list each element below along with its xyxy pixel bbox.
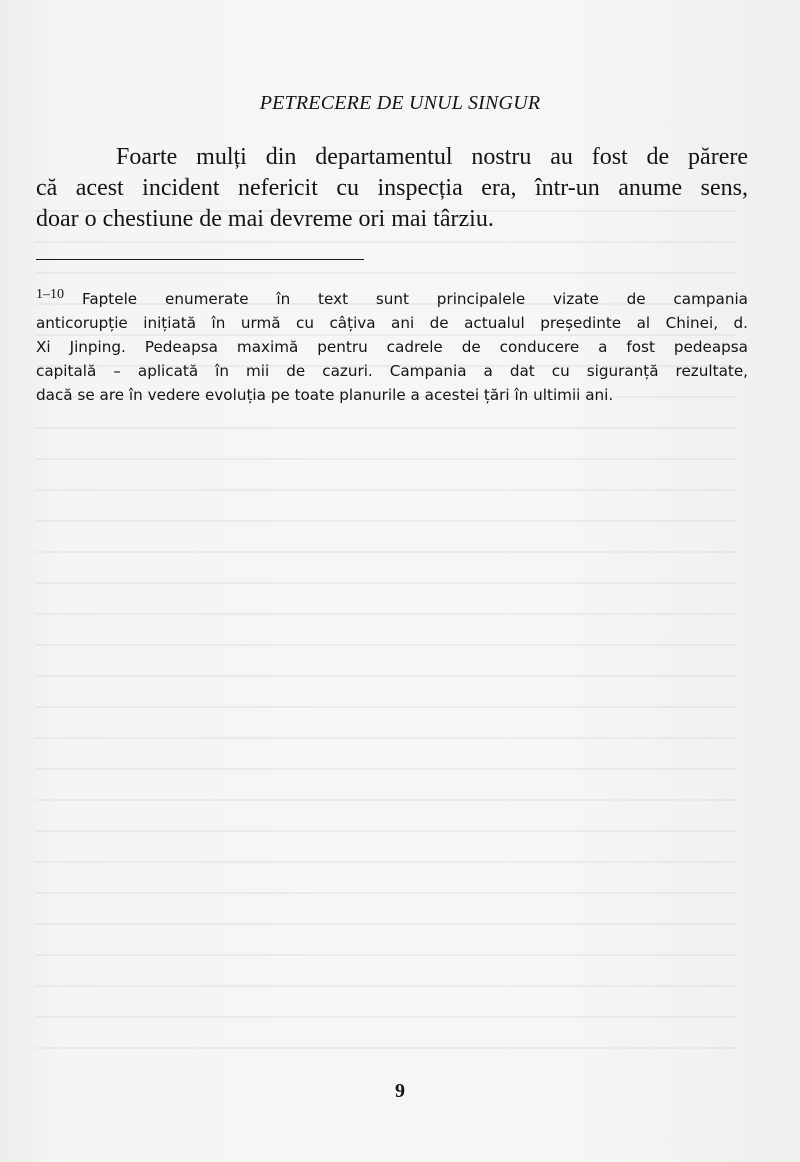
footnote-line: Xi Jinping. Pedeapsa maximă pentru cadrele de conducere a fost pedeapsa bbox=[36, 338, 748, 356]
footnote-line: dacă se are în vedere evoluția pe toate planurile a acestei țări în ultimii ani. bbox=[36, 386, 614, 404]
body-line: doar o chestiune de mai devreme ori mai târziu. bbox=[36, 206, 494, 232]
running-head: PETRECERE DE UNUL SINGUR bbox=[259, 92, 541, 114]
footnote bbox=[36, 283, 748, 407]
footnote-separator bbox=[36, 259, 364, 260]
footnote-line: capitală – aplicată în mii de cazuri. Campania a dat cu siguranță rezultate, bbox=[36, 362, 748, 380]
body-paragraph bbox=[36, 142, 748, 235]
footnote-line: Faptele enumerate în text sunt principalele vizate de campania bbox=[82, 290, 748, 308]
body-line: Foarte mulți din departamentul nostru au fost de părere bbox=[116, 144, 748, 170]
body-line: că acest incident nefericit cu inspecția era, într-un anume sens, bbox=[36, 175, 748, 201]
footnote-line: anticorupție inițiată în urmă cu câțiva ani de actualul președinte al Chinei, d. bbox=[36, 314, 748, 332]
page-number: 9 bbox=[395, 1080, 405, 1102]
footnote-marker: 1–10 bbox=[36, 287, 64, 302]
